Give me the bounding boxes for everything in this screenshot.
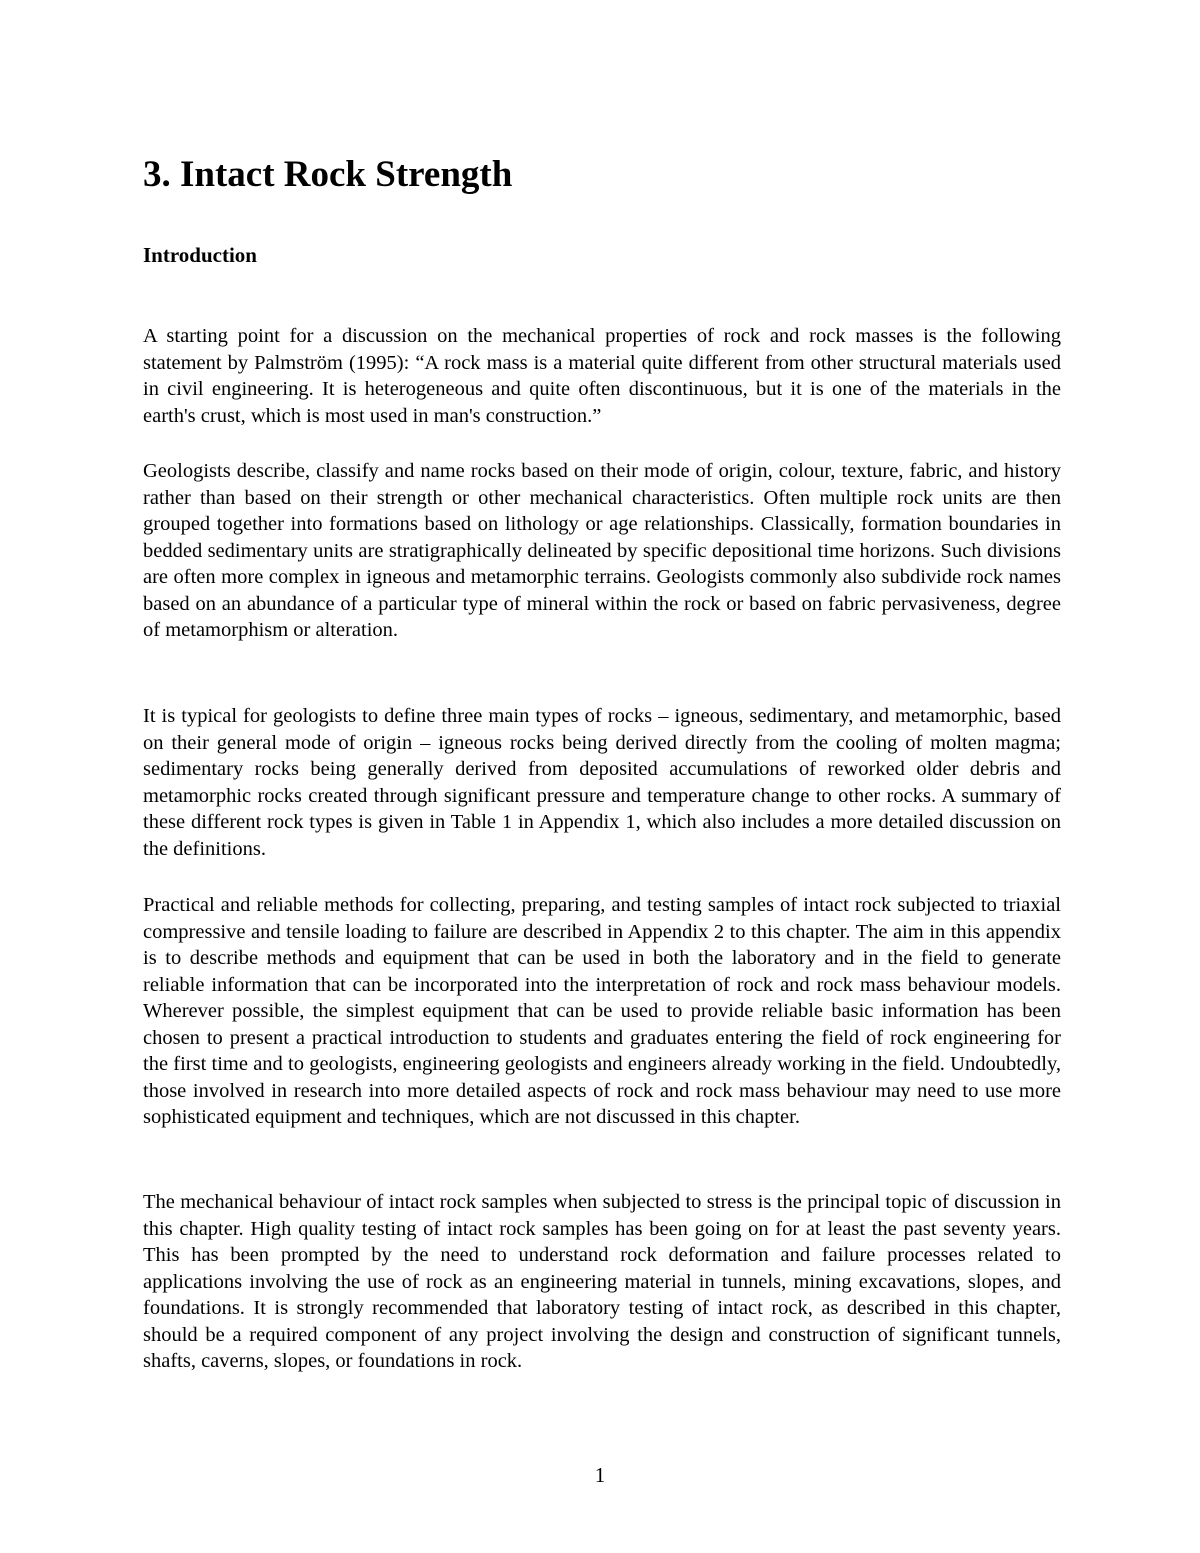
paragraph-4: Practical and reliable methods for collecting, preparing, and testing samples of intact rock subjected to triaxial compressive and tensile loading to failure are described in Appendix 2 to this chapter. The aim in this appendix is to describe methods and equipment that can be used in both the laboratory and in the field to generate reliable information that can be incorporated into the interpretation of rock and rock mass behaviour models. Wherever possible, the simplest equipment that can be used to provide reliable basic information has been chosen to present a practical introduction to students and graduates entering the field of rock engineering for the first time and to geologists, engineering geologists and engineers already working in the field. Undoubtedly, those involved in research into more detailed aspects of rock and rock mass behaviour may need to use more sophisticated equipment and techniques, which are not discussed in this chapter. [143, 894, 1061, 1128]
page-number: 1 [594, 1463, 606, 1487]
paragraph-5: The mechanical behaviour of intact rock samples when subjected to stress is the principal topic of discussion in this chapter. High quality testing of intact rock samples has been going on for at least the past seventy years. This has been prompted by the need to understand rock deformation and failure processes related to applications involving the use of rock as an engineering material in tunnels, mining excavations, slopes, and foundations. It is strongly recommended that laboratory testing of intact rock, as described in this chapter, should be a required component of any project involving the design and construction of significant tunnels, shafts, caverns, slopes, or foundations in rock. [143, 1191, 1061, 1372]
paragraph-2: Geologists describe, classify and name rocks based on their mode of origin, colour, texture, fabric, and history rather than based on their strength or other mechanical characteristics. Often multiple rock units are then grouped together into formations based on lithology or age relationships. Classically, formation boundaries in bedded sedimentary units are stratigraphically delineated by specific depositional time horizons. Such divisions are often more complex in igneous and metamorphic terrains. Geologists commonly also subdivide rock names based on an abundance of a particular type of mineral within the rock or based on fabric pervasiveness, degree of metamorphism or alteration. [143, 460, 1061, 641]
chapter-title: 3. Intact Rock Strength [143, 154, 513, 195]
paragraph-3: It is typical for geologists to define three main types of rocks – igneous, sedimentary, and metamorphic, based on their general mode of origin – igneous rocks being derived directly from the cooling of molten magma; sedimentary rocks being generally derived from deposited accumulations of reworked older debris and metamorphic rocks created through significant pressure and temperature change to other rocks. A summary of these different rock types is given in Table 1 in Appendix 1, which also includes a more detailed discussion on the definitions. [143, 705, 1061, 860]
paragraph-1: A starting point for a discussion on the mechanical properties of rock and rock masses is the following statement by Palmström (1995): “A rock mass is a material quite different from other structural materials used in civil engineering. It is heterogeneous and quite often discontinuous, but it is one of the materials in the earth's crust, which is most used in man's construction.” [143, 325, 1061, 427]
section-heading-introduction: Introduction [143, 243, 257, 267]
